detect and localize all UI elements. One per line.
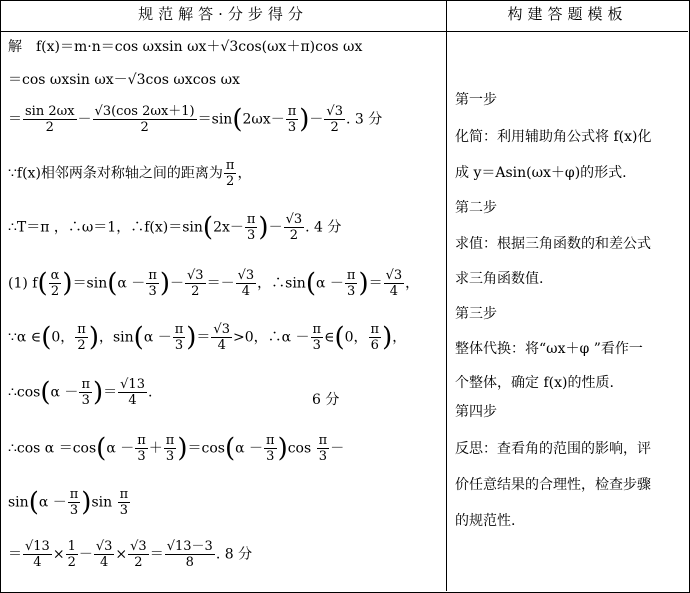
solution-line-5: ∴T＝π ，∴ω＝1，∴f(x)＝sin(2x－ $\frac{\pi}{3}$ )－ $\frac{√3}{2}$ . 4 分 xyxy=(8,212,342,243)
fraction: $\frac{\pi}{3}$ xyxy=(266,433,275,464)
fraction: $\frac{√3}{2}$ xyxy=(326,104,343,135)
solution-line-9: ∴cos α ＝cos(α － $\frac{\pi}{3}$ ＋ $\frac{\pi}{3}$ )＝cos(α － $\frac{\pi}{3}$ )cos $\frac{\pi}{3}$ － xyxy=(8,433,345,464)
fraction: $\frac{\pi}{3}$ xyxy=(346,268,356,299)
template-step-4-line-2: 价任意结果的合理性，检查步骤 xyxy=(455,477,651,493)
fraction: $\frac{√13}{4}$ xyxy=(120,377,145,408)
template-step-1-line-2: 成 y＝Asin(ωx＋φ)的形式. xyxy=(455,165,627,181)
fraction: $\frac{√3}{4}$ xyxy=(95,539,113,570)
fraction: $\frac{\pi}{3}$ xyxy=(69,487,79,518)
header-left: 规范解答·分步得分 xyxy=(138,5,308,23)
fraction: $\frac{\alpha}{2}$ xyxy=(50,268,60,299)
template-step-3-line-2: 个整体，确定 f(x)的性质. xyxy=(455,375,614,391)
template-step-1: 第一步 xyxy=(455,92,497,108)
header-right: 构建答题模板 xyxy=(507,5,628,23)
score-mark: . 8 分 xyxy=(215,546,253,563)
solution-line-2: ＝cos ωxsin ωx－√3cos ωxcos ωx xyxy=(8,72,240,88)
fraction: $\frac{\pi}{3}$ xyxy=(246,212,256,243)
header-divider xyxy=(0,31,688,32)
template-step-4-line-3: 的规范性. xyxy=(455,513,516,529)
fraction: $\frac{√13-3}{8}$ xyxy=(166,539,213,570)
fraction: $\frac{√3}{4}$ xyxy=(237,268,255,299)
fraction: $\frac{\pi}{2}$ xyxy=(77,322,86,353)
solution-line-1: 解 f(x)＝m·n＝cos ωxsin ωx＋√3cos(ωx＋π)cos ωx xyxy=(8,39,363,55)
fraction: $\frac{√3}{4}$ xyxy=(213,322,230,353)
solution-line-6: (1) f( $\frac{\alpha}{2}$ )＝sin(α － $\frac{\pi}{3}$ )－ $\frac{√3}{2}$ ＝－ $\frac{√3}{4}$ ，∴sin(α － $\frac{\pi}{3}$ )＝ $\frac{√3}{4}$ ， xyxy=(8,268,420,299)
fraction: $\frac{\pi}{3}$ xyxy=(318,433,328,464)
fraction: $\frac{\pi}{3}$ xyxy=(148,268,157,299)
template-step-4-line-1: 反思：查看角的范围的影响，评 xyxy=(455,441,651,457)
fraction: $\frac{\pi}{3}$ xyxy=(119,487,129,518)
template-step-3: 第三步 xyxy=(455,306,497,322)
template-step-1-line-1: 化简：利用辅助角公式将 f(x)化 xyxy=(455,129,652,145)
fraction: $\frac{\pi}{3}$ xyxy=(312,322,322,353)
fraction: $\frac{\pi}{2}$ xyxy=(225,158,235,189)
fraction: $\frac{√3}{4}$ xyxy=(385,268,403,299)
fraction: $\frac{\pi}{3}$ xyxy=(174,322,184,353)
fraction: $\frac{\pi}{3}$ xyxy=(137,433,146,464)
solution-line-8: ∴cos(α － $\frac{\pi}{3}$ )＝ $\frac{√13}{4}$ . xyxy=(8,377,153,408)
score-mark: . 4 分 xyxy=(305,219,342,236)
fraction: $\frac{√3(\cos 2\omega x+1)}{2}$ xyxy=(94,104,195,135)
score-mark: . 3 分 xyxy=(345,111,383,128)
score-mark: 6 分 xyxy=(312,392,340,408)
fraction: $\frac{\pi}{6}$ xyxy=(370,322,380,353)
column-divider xyxy=(446,0,447,591)
template-step-2-line-2: 求三角函数值. xyxy=(455,271,544,287)
solution-line-3: ＝ $\frac{\sin 2\omega x}{2}$ － $\frac{√3(\cos 2\omega x+1)}{2}$ ＝sin(2ωx－ $\frac{\pi}{3}$ )－ $\frac{√3}{2}$ . 3 分 xyxy=(8,104,383,135)
template-step-4: 第四步 xyxy=(455,404,497,420)
template-step-2-line-1: 求值：根据三角函数的和差公式 xyxy=(455,236,651,252)
fraction: $\frac{√13}{4}$ xyxy=(25,539,50,570)
fraction: $\frac{\sin 2\omega x}{2}$ xyxy=(25,104,75,135)
template-step-3-line-1: 整体代换：将“ωx＋φ ”看作一 xyxy=(455,341,643,357)
solution-line-10: sin(α － $\frac{\pi}{3}$ )sin $\frac{\pi}{3}$ xyxy=(8,487,129,518)
fraction: $\frac{\pi}{3}$ xyxy=(287,104,297,135)
solution-line-11: ＝ $\frac{√13}{4}$ × $\frac{1}{2}$ － $\frac{√3}{4}$ × $\frac{√3}{2}$ ＝ $\frac{√13-3}{8}$ . 8 分 xyxy=(8,539,253,570)
solution-line-4: ∵f(x)相邻两条对称轴之间的距离为 $\frac{\pi}{2}$ ， xyxy=(8,158,252,189)
fraction: $\frac{\pi}{3}$ xyxy=(81,377,90,408)
fraction: $\frac{√3}{2}$ xyxy=(130,539,147,570)
fraction: $\frac{√3}{2}$ xyxy=(187,268,204,299)
fraction: $\frac{1}{2}$ xyxy=(67,539,76,570)
fraction: $\frac{\pi}{3}$ xyxy=(165,433,175,464)
solution-line-7: ∵α ∈(0， $\frac{\pi}{2}$ )，sin(α － $\frac{\pi}{3}$ )＝ $\frac{√3}{4}$ >0，∴α － $\frac{\pi}{3}$ ∈(0， $\frac{\pi}{6}$ )， xyxy=(8,322,407,353)
fraction: $\frac{√3}{2}$ xyxy=(285,212,303,243)
template-step-2: 第二步 xyxy=(455,200,497,216)
